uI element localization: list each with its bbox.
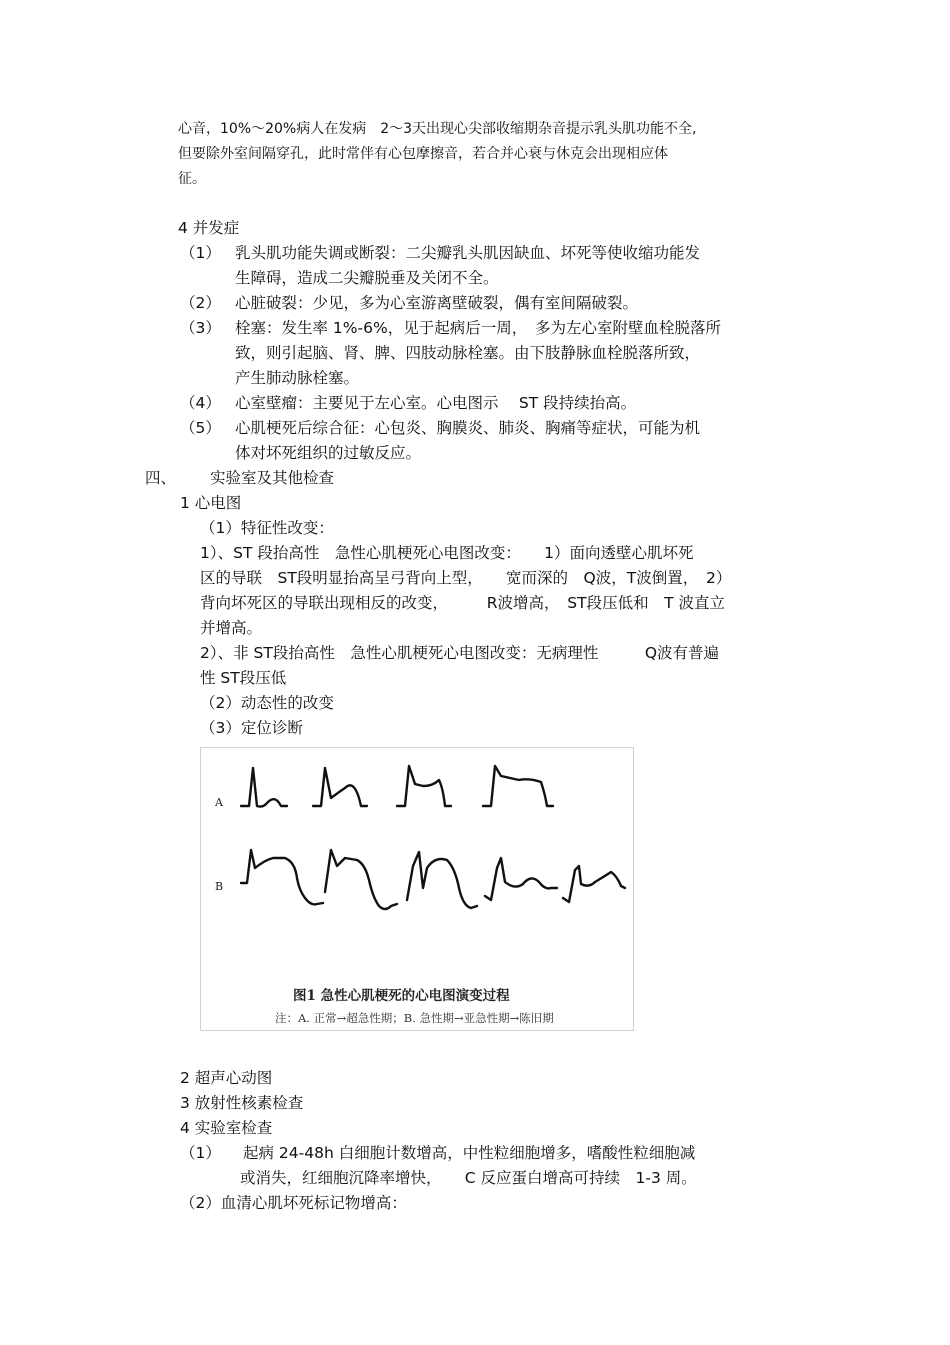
- complication-5-line-2: 体对坏死组织的过敏反应。: [235, 444, 422, 462]
- complication-1-line-1: 乳头肌功能失调或断裂：二尖瓣乳头肌因缺血、坏死等使收缩功能发: [235, 244, 701, 262]
- lab-item-1-line-1: 起病 24-48h 白细胞计数增高，中性粒细胞增多，嗜酸性粒细胞减: [243, 1144, 696, 1162]
- complication-3-line-3: 产生肺动脉栓塞。: [235, 369, 360, 387]
- complication-1-line-2: 生障碍，造成二尖瓣脱垂及关闭不全。: [235, 269, 499, 287]
- ecg-wave-b2: [325, 850, 397, 909]
- complication-4-num: （4）: [180, 394, 221, 412]
- ecg-sub-1: （1）特征性改变：: [200, 519, 334, 537]
- complication-3-line-2: 致，则引起脑、肾、脾、四肢动脉栓塞。由下肢静脉血栓脱落所致，: [235, 344, 701, 362]
- figure-row-a-label: A: [215, 796, 223, 809]
- complication-1-num: （1）: [180, 244, 221, 262]
- ecg-p2-line-1: 2）、非 ST段抬高性 急性心肌梗死心电图改变：无病理性 Q波有普遍: [200, 644, 720, 662]
- ecg-p2-line-2: 性 ST段压低: [200, 669, 287, 687]
- ecg-wave-b1: [241, 850, 323, 904]
- complication-3-line-1: 栓塞：发生率 1%-6%，见于起病后一周， 多为左心室附壁血栓脱落所: [235, 319, 721, 337]
- intro-line-3: 征。: [178, 171, 206, 187]
- ecg-p1-line-1: 1）、ST 段抬高性 急性心肌梗死心电图改变： 1）面向透壁心肌坏死: [200, 544, 694, 562]
- complication-3-num: （3）: [180, 319, 221, 337]
- ecg-wave-a2: [313, 768, 367, 806]
- ecg-wave-a4: [483, 766, 553, 806]
- complications-heading: 4 并发症: [178, 219, 240, 237]
- figure-caption: 图1 急性心肌梗死的心电图演变过程: [293, 988, 510, 1004]
- intro-line-1: 心音，10%～20%病人在发病 2～3天出现心尖部收缩期杂音提示乳头肌功能不全,: [178, 121, 697, 137]
- nuclear-heading: 3 放射性核素检查: [180, 1094, 304, 1112]
- complication-5-line-1: 心肌梗死后综合征：心包炎、胸膜炎、肺炎、胸痛等症状，可能为机: [235, 419, 701, 437]
- ecg-wave-a1: [241, 768, 287, 807]
- ecg-sub-3: （3）定位诊断: [200, 719, 303, 737]
- lab-heading: 4 实验室检查: [180, 1119, 273, 1137]
- intro-line-2: 但要除外室间隔穿孔，此时常伴有心包摩擦音，若合并心衰与休克会出现相应体: [178, 146, 668, 162]
- ecg-sub-2: （2）动态性的改变: [200, 694, 334, 712]
- ecg-wave-b4: [485, 858, 557, 900]
- ecg-heading: 1 心电图: [180, 494, 242, 512]
- lab-item-1-num: （1）: [180, 1144, 221, 1162]
- echo-heading: 2 超声心动图: [180, 1069, 273, 1087]
- ecg-wave-b3: [407, 852, 477, 908]
- ecg-p1-line-2: 区的导联 ST段明显抬高呈弓背向上型， 宽而深的 Q波，T波倒置， 2）: [200, 569, 732, 587]
- ecg-p1-line-3: 背向坏死区的导联出现相反的改变， R波增高， ST段压低和 T 波直立: [200, 594, 725, 612]
- complication-5-num: （5）: [180, 419, 221, 437]
- complication-4-line-1: 心室壁瘤：主要见于左心室。心电图示 ST 段持续抬高。: [235, 394, 637, 412]
- section-4-number: 四、: [145, 469, 177, 487]
- lab-item-1-line-2: 或消失，红细胞沉降率增快， C 反应蛋白增高可持续 1-3 周。: [240, 1169, 697, 1187]
- ecg-wave-a3: [397, 766, 451, 806]
- figure-row-b-label: B: [215, 880, 224, 893]
- ecg-p1-line-4: 并增高。: [200, 619, 263, 637]
- figure-note: 注：A. 正常→超急性期；B. 急性期→亚急性期→陈旧期: [275, 1011, 554, 1025]
- complication-2-num: （2）: [180, 294, 221, 312]
- lab-item-2: （2）血清心肌坏死标记物增高：: [180, 1194, 407, 1212]
- section-4-title: 实验室及其他检查: [210, 469, 335, 487]
- ecg-evolution-figure: [200, 747, 634, 1031]
- complication-2-line-1: 心脏破裂：少见，多为心室游离壁破裂，偶有室间隔破裂。: [235, 294, 639, 312]
- ecg-wave-b5: [563, 866, 625, 902]
